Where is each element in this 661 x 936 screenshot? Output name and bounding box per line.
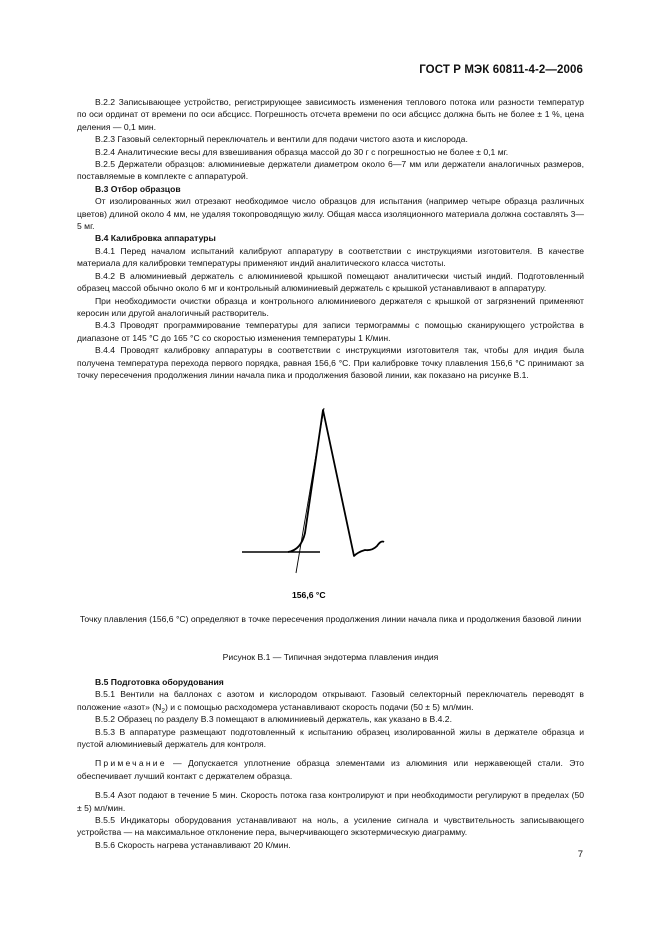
paragraph-b5-4: B.5.4 Азот подают в течение 5 мин. Скорость потока газа контролируют и при необходимости регулируют в пределах (50 ± 5) мл/мин. [77,790,584,813]
paragraph: B.4.4 Проводят калибровку аппаратуры в соответствии с инструкциями изготовителя так, чтобы для индия была получена температура перехода первого порядка, равная 156,6 °C. При калибровке точку плавления 156,6 °C принимают за точку пересечения продолжения линии начала пика и продолжения базовой линии, как показано на рисунке B.1. [77,345,584,380]
paragraph: От изолированных жил отрезают необходимое число образцов для испытания (например четыре образца различных цветов) длиной около 4 мм, не удаляя токопроводящую жилу. Общая масса изоляционного материала должна составлять 3—5 мг. [77,196,584,232]
paragraph: B.2.5 Держатели образцов: алюминиевые держатели диаметром около 6—7 мм или держатели аналогичных размеров, поставляемые в комплекте с аппаратурой. [77,159,584,182]
text-block-b2-b4 [77,96,584,381]
note-paragraph: Примечание — Допускается уплотнение образца элементами из алюминия или нержавеющей стали. Это обеспечивает лучший контакт с держателем образца. [77,758,584,781]
paragraph: B.2.2 Записывающее устройство, регистрирующее зависимость изменения теплового потока или разности температур по оси ординат от времени по оси абсцисс. Погрешность отсчета времени по оси абсцисс должна быть не более ± 1 %, цена деления — 0,1 мин. [77,97,584,132]
paragraph-b5-3: B.5.3 В аппаратуре размещают подготовленный к испытанию образец изолированной жилы в держателе образца и пустой алюминиевый держатель для контроля. [77,726,584,750]
figure-caption: Рисунок B.1 — Типичная эндотерма плавления индия [222,652,439,662]
paragraph: B.2.4 Аналитические весы для взвешивания образца массой до 30 г с погрешностью не более ± 0,1 мг. [95,146,509,157]
page-number: 7 [577,849,583,860]
paragraph: B.4.2 В алюминиевый держатель с алюминиевой крышкой помещают аналитически чистый индий. Подготовленный образец массой обычно около 6 мг и контрольный алюминиевый держатель с крышкой устанавливают в аппаратуру. [77,270,584,294]
section-heading-b5: B.5 Подготовка оборудования [95,677,224,687]
melting-point-label: 156,6 °C [292,590,326,600]
paragraph-b5-5: B.5.5 Индикаторы оборудования устанавливают на ноль, а усиление сигнала и чувствительность записывающего устройства — на максимальное отклонение пера, вычерчивающего экзотермическую диаграмму. [77,815,584,838]
note-label: Примечание [95,758,167,769]
paragraph-b5-1: B.5.1 Вентили на баллонах с азотом и кислородом открывают. Газовый селекторный переключатель переводят в положение «азот» $(N_2)$ и с помощью расходомера устанавливают скорость подачи (50 ± 5) мл/мин. [77,689,584,715]
paragraph: B.4.1 Перед началом испытаний калибруют аппаратуру в соответствии с инструкциями изготовителя. В качестве материала для калибровки температуры применяют индий аналитического класса чистоты. [77,245,584,269]
paragraph: B.2.3 Газовый селекторный переключатель и вентили для подачи чистого азота и кислорода. [95,134,468,145]
paragraph: B.4.3 Проводят программирование температуры для записи термограммы с помощью сканирующего устройства в диапазоне от 145 °C до 165 °C со скоростью изменения температуры 1 К/мин. [77,320,584,343]
text-block-b5 [77,676,584,851]
paragraph: При необходимости очистки образца и контрольного алюминиевого держателя с крышкой от загрязнений применяют керосин или другой аналогичный растворитель. [77,295,584,318]
section-heading: B.3 Отбор образцов [95,183,181,194]
section-heading: B.4 Калибровка аппаратуры [95,233,216,244]
paragraph-b5-6: B.5.6 Скорость нагрева устанавливают 20 К/мин. [95,839,291,850]
paragraph-b5-2: B.5.2 Образец по разделу B.3 помещают в алюминиевый держатель, как указано в B.4.2. [95,714,452,725]
standard-header: ГОСТ Р МЭК 60811-4-2—2006 [419,64,583,76]
figure-explanation: Точку плавления (156,6 °C) определяют в точке пересечения продолжения линии начала пика и продолжения базовой линии [79,614,582,624]
indium-endotherm-figure [230,400,430,610]
